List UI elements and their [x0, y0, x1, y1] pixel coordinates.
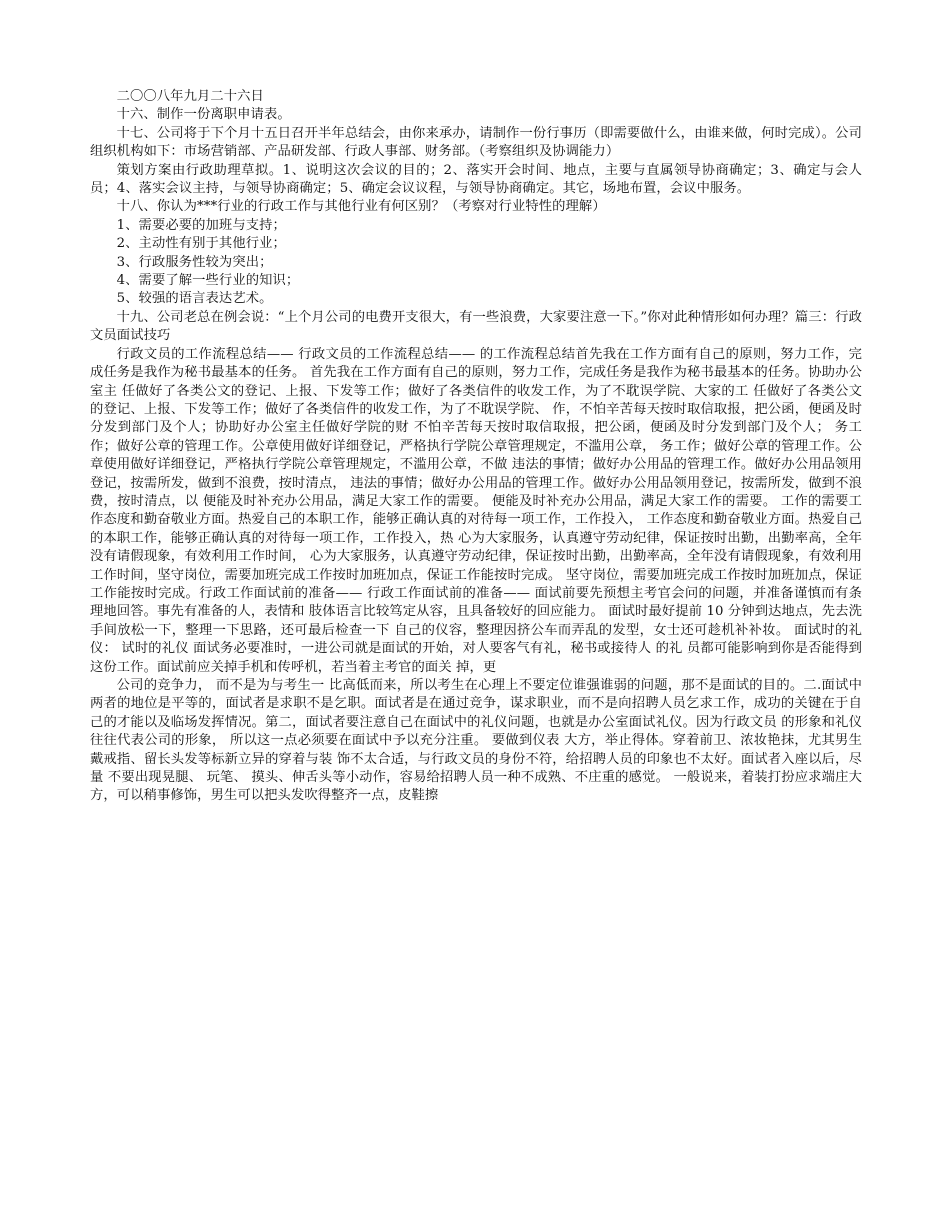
answer-18-item-4: 4、需要了解一些行业的知识； — [116, 273, 300, 289]
answer-18-item-2: 2、主动性有别于其他行业； — [116, 236, 286, 252]
document-body — [90, 88, 862, 806]
question-17: 十七、公司将于下个月十五日召开半年总结会，由你来承办，请制作一份行事历（即需要做什么，由谁来做，何时完成）。公司组织机构如下：市场营销部、产品研发部、行政人事部、财务部。（考察组织及协调能力） — [90, 125, 862, 160]
workflow-summary-paragraph: 行政文员的工作流程总结—— 行政文员的工作流程总结—— 的工作流程总结首先我在工作方面有自己的原则，努力工作，完成任务是我作为秘书最基本的任务。 首先我在工作方面有自己的原则，努力工作，完成任务是我作为秘书最基本的任务。协助办公室主 任做好了各类公文的登记、上报、下发等工作；做好了各类信件的收发工作，为了不耽误学院、大家的工 任做好了各类公文的登记、上报、下发等工作；做好了各类信件的收发工作，为了不耽误学院、 作，不怕辛苦每天按时取信取报，把公函，便函及时分发到部门及个人；协助好办公室主任做好学院的财 不怕辛苦每天按时取信取报，把公函，便函及时分发到部门及个人； 务工作；做好公章的管理工作。公章使用做好详细登记，严格执行学院公章管理规定，不滥用公章， 务工作；做好公章的管理工作。公章使用做好详细登记，严格执行学院公章管理规定，不滥用公章，不做 违法的事情；做好办公用品的管理工作。做好办公用品领用登记，按需所发，做到不浪费，按时清点， 违法的事情；做好办公用品的管理工作。做好办公用品领用登记，按需所发，做到不浪费，按时清点，以 便能及时补充办公用品，满足大家工作的需要。 便能及时补充办公用品，满足大家工作的需要。 工作的需要工作态度和勤奋敬业方面。热爱自己的本职工作，能够正确认真的对待每一项工作，工作投入， 工作态度和勤奋敬业方面。热爱自己的本职工作，能够正确认真的对待每一项工作，工作投入，热 心为大家服务，认真遵守劳动纪律，保证按时出勤，出勤率高，全年没有请假现象，有效利用工作时间， 心为大家服务，认真遵守劳动纪律，保证按时出勤，出勤率高，全年没有请假现象，有效利用工作时间，坚守岗位，需要加班完成工作按时加班加点，保证工作能按时完成。 坚守岗位，需要加班完成工作按时加班加点，保证工作能按时完成。行政工作面试前的准备—— 行政工作面试前的准备—— 面试前要先预想主考官会问的问题，并准备谨慎而有条理地回答。事先有准备的人，表情和 肢体语言比较笃定从容，且具备较好的回应能力。 面试时最好提前 10 分钟到达地点，先去洗手间放松一下，整理一下思路，还可最后检查一下 自己的仪容，整理因挤公车而弄乱的发型，女士还可趁机补补妆。 面试时的礼仪： 试时的礼仪 面试务必要准时，一进公司就是面试的开始，对人要客气有礼，秘书或接待人 的礼 员都可能影响到你是否能得到这份工作。面试前应关掉手机和传呼机，若当着主考官的面关 掉，更 — [90, 346, 862, 675]
question-18: 十八、你认为***行业的行政工作与其他行业有何区别？（考察对行业特性的理解） — [116, 199, 606, 215]
date-line: 二〇〇八年九月二十六日 — [116, 89, 264, 104]
answer-17: 策划方案由行政助理草拟。1、说明这次会议的目的；2、落实开会时间、地点，主要与直属领导协商确定；3、确定与会人员；4、落实会议主持，与领导协商确定；5、确定会议议程，与领导协商确定。其它，场地布置，会议中服务。 — [90, 162, 862, 197]
answer-18-item-1: 1、需要必要的加班与支持； — [116, 217, 286, 233]
question-19: 十九、公司老总在例会说：“上个月公司的电费开支很大，有一些浪费，大家要注意一下。”你对此种情形如何办理？篇三：行政文员面试技巧 — [90, 309, 862, 344]
answer-18-item-3: 3、行政服务性较为突出； — [116, 254, 273, 270]
question-16: 十六、制作一份离职申请表。 — [116, 107, 291, 123]
answer-18-item-5: 5、较强的语言表达艺术。 — [116, 291, 273, 307]
interview-etiquette-paragraph: 公司的竞争力， 而不是为与考生一 比高低而来，所以考生在心理上不要定位谁强谁弱的问题，那不是面试的目的。二.面试中 两者的地位是平等的，面试者是求职不是乞职。面试者是在通过竞争，谋求职业，而不是向招聘人员乞求工作，成功的关键在于自己的才能以及临场发挥情况。第二，面试者要注意自己在面试中的礼仪问题，也就是办公室面试礼仪。因为行政文员 的形象和礼仪往往代表公司的形象， 所以这一点必须要在面试中予以充分注重。 要做到仪表 大方，举止得体。穿着前卫、浓妆艳抹，尤其男生戴戒指、留长头发等标新立异的穿着与装 饰不太合适，与行政文员的身份不符，给招聘人员的印象也不太好。面试者入座以后，尽量 不要出现晃腿、 玩笔、 摸头、伸舌头等小动作，容易给招聘人员一种不成熟、不庄重的感觉。 一般说来，着装打扮应求端庄大方，可以稍事修饰，男生可以把头发吹得整齐一点，皮鞋擦 — [90, 678, 862, 804]
